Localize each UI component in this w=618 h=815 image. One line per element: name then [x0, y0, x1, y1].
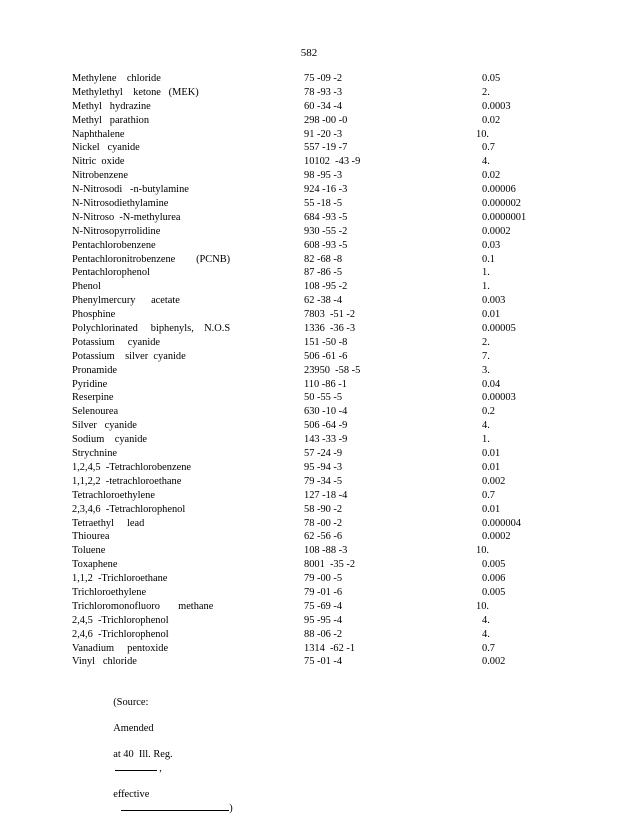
cas-number: 506 -61 -6 [304, 350, 348, 362]
table-row [72, 433, 532, 447]
chemical-name: Methyl parathion [72, 114, 150, 126]
chemical-name: Pentachlorophenol [72, 267, 150, 279]
chemical-name: 1,1,2 -Trichloroethane [72, 573, 168, 585]
chemical-name: N-Nitrosopyrrolidine [72, 225, 161, 237]
cas-number: 60 -34 -4 [304, 100, 343, 112]
chemical-name: Vanadium pentoxide [72, 642, 169, 654]
chemical-name: 1,2,4,5 -Tetrachlorobenzene [72, 461, 191, 473]
cas-number: 58 -90 -2 [304, 503, 343, 515]
concentration-value: 0.02 [482, 114, 501, 126]
concentration-value: 4. [482, 614, 490, 626]
chemical-name: Strychnine [72, 448, 118, 460]
table-row [72, 572, 532, 586]
cas-number: 924 -16 -3 [304, 184, 348, 196]
cas-number: 79 -01 -6 [304, 586, 343, 598]
concentration-value: 0.02 [482, 170, 501, 182]
cas-number: 23950 -58 -5 [304, 364, 361, 376]
concentration-value: 7. [482, 350, 490, 362]
chemical-name: N-Nitrosodi -n-butylamine [72, 184, 189, 196]
concentration-value: 0.0000001 [482, 211, 527, 223]
chemical-name: N-Nitrosodiethylamine [72, 198, 169, 210]
concentration-value: 2. [482, 336, 490, 348]
concentration-value: 0.006 [482, 573, 506, 585]
table-row [72, 280, 532, 294]
cas-number: 75 -69 -4 [304, 600, 343, 612]
table-row [72, 294, 532, 308]
chemical-name: 2,4,5 -Trichlorophenol [72, 614, 169, 626]
cas-number: 7803 -51 -2 [304, 309, 356, 321]
chemical-name: 2,4,6 -Trichlorophenol [72, 628, 169, 640]
source-open: (Source: [113, 697, 149, 708]
source-comma: , [159, 763, 162, 774]
cas-number: 1314 -62 -1 [304, 642, 356, 654]
table-row [72, 586, 532, 600]
table-row [72, 308, 532, 322]
cas-number: 630 -10 -4 [304, 406, 348, 418]
chemical-name: 2,3,4,6 -Tetrachlorophenol [72, 503, 186, 515]
chemical-name: Silver cyanide [72, 420, 137, 432]
source-register: at 40 Ill. Reg. [113, 749, 173, 760]
concentration-value: 0.04 [482, 378, 501, 390]
concentration-value: 0.00005 [482, 323, 516, 335]
source-amended: Amended [113, 723, 154, 734]
cas-number: 78 -00 -2 [304, 517, 343, 529]
table-row [72, 239, 532, 253]
concentration-value: 0.1 [482, 253, 495, 265]
concentration-value: 10. [476, 545, 489, 557]
cas-number: 88 -06 -2 [304, 628, 343, 640]
cas-number: 10102 -43 -9 [304, 156, 361, 168]
source-close: ) [229, 803, 233, 814]
chemical-name: Pentachlorobenzene [72, 239, 156, 251]
chemical-name: Thiourea [72, 531, 110, 543]
concentration-value: 0.7 [482, 489, 495, 501]
concentration-value: 0.01 [482, 461, 501, 473]
concentration-value: 10. [476, 128, 489, 140]
cas-number: 506 -64 -9 [304, 420, 348, 432]
cas-number: 684 -93 -5 [304, 211, 348, 223]
cas-number: 62 -56 -6 [304, 531, 343, 543]
table-row [72, 600, 532, 614]
cas-number: 91 -20 -3 [304, 128, 343, 140]
table-row [72, 114, 532, 128]
table-row [72, 197, 532, 211]
table-row [72, 322, 532, 336]
cas-number: 127 -18 -4 [304, 489, 348, 501]
concentration-value: 0.005 [482, 559, 506, 571]
table-row [72, 447, 532, 461]
concentration-value: 0.002 [482, 656, 506, 668]
concentration-value: 0.00006 [482, 184, 516, 196]
chemical-name: Sodium cyanide [72, 434, 148, 446]
cas-number: 55 -18 -5 [304, 198, 343, 210]
concentration-value: 1. [482, 281, 490, 293]
table-row [72, 155, 532, 169]
concentration-value: 0.0002 [482, 531, 511, 543]
table-row [72, 169, 532, 183]
table-row [72, 419, 532, 433]
table-row [72, 350, 532, 364]
register-blank [115, 761, 157, 771]
concentration-value: 0.01 [482, 448, 501, 460]
chemical-name: Selenourea [72, 406, 119, 418]
chemical-name: Vinyl chloride [72, 656, 137, 668]
table-row [72, 141, 532, 155]
table-row [72, 364, 532, 378]
cas-number: 557 -19 -7 [304, 142, 348, 154]
cas-number: 62 -38 -4 [304, 295, 343, 307]
concentration-value: 4. [482, 156, 490, 168]
table-row [72, 225, 532, 239]
concentration-value: 4. [482, 420, 490, 432]
concentration-value: 0.005 [482, 586, 506, 598]
table-row [72, 461, 532, 475]
cas-number: 110 -86 -1 [304, 378, 347, 390]
concentration-value: 0.000002 [482, 198, 521, 210]
concentration-value: 10. [476, 600, 489, 612]
chemical-name: Polychlorinated biphenyls, N.O.S [72, 323, 231, 335]
cas-number: 87 -86 -5 [304, 267, 343, 279]
table-row [72, 628, 532, 642]
cas-number: 151 -50 -8 [304, 336, 348, 348]
table-row [72, 391, 532, 405]
concentration-value: 0.00003 [482, 392, 516, 404]
cas-number: 75 -09 -2 [304, 73, 343, 84]
concentration-value: 1. [482, 434, 490, 446]
chemical-table [72, 72, 532, 669]
chemical-name: Tetraethyl lead [72, 517, 145, 529]
cas-number: 79 -00 -5 [304, 573, 343, 585]
table-row [72, 211, 532, 225]
table-row [72, 253, 532, 267]
table-row [72, 642, 532, 656]
source-effective: effective [113, 789, 150, 800]
concentration-value: 0.0003 [482, 100, 511, 112]
cas-number: 57 -24 -9 [304, 448, 343, 460]
table-row [72, 336, 532, 350]
table-row [72, 544, 532, 558]
concentration-value: 0.01 [482, 309, 501, 321]
effective-date-blank [121, 801, 229, 811]
table-row [72, 405, 532, 419]
concentration-value: 2. [482, 86, 490, 98]
concentration-value: 0.0002 [482, 225, 511, 237]
cas-number: 608 -93 -5 [304, 239, 348, 251]
cas-number: 95 -95 -4 [304, 614, 343, 626]
table-row [72, 530, 532, 544]
table-row [72, 128, 532, 142]
chemical-name: Naphthalene [72, 128, 125, 140]
chemical-name: Tetrachloroethylene [72, 489, 155, 501]
concentration-value: 0.01 [482, 503, 501, 515]
chemical-name: Toxaphene [72, 559, 118, 571]
cas-number: 298 -00 -0 [304, 114, 348, 126]
table-row [72, 100, 532, 114]
table-row [72, 378, 532, 392]
chemical-name: N-Nitroso -N-methylurea [72, 211, 181, 223]
cas-number: 930 -55 -2 [304, 225, 348, 237]
chemical-name: 1,1,2,2 -tetrachloroethane [72, 475, 182, 487]
chemical-name: Nitrobenzene [72, 170, 128, 182]
table-row [72, 517, 532, 531]
table-row [72, 655, 532, 669]
chemical-name: Methylene chloride [72, 73, 161, 84]
concentration-value: 1. [482, 267, 490, 279]
table-row [72, 266, 532, 280]
chemical-name: Nitric oxide [72, 156, 125, 168]
cas-number: 75 -01 -4 [304, 656, 343, 668]
cas-number: 82 -68 -8 [304, 253, 343, 265]
chemical-name: Trichloroethylene [72, 586, 147, 598]
concentration-value: 4. [482, 628, 490, 640]
table-row [72, 489, 532, 503]
table-row [72, 558, 532, 572]
chemical-name: Potassium cyanide [72, 336, 161, 348]
page-number: 582 [300, 47, 318, 59]
chemical-name: Methylethyl ketone (MEK) [72, 86, 199, 98]
concentration-value: 0.7 [482, 142, 495, 154]
cas-number: 143 -33 -9 [304, 434, 348, 446]
source-note [108, 683, 233, 815]
chemical-name: Methyl hydrazine [72, 100, 151, 112]
table-row [72, 614, 532, 628]
cas-number: 108 -88 -3 [304, 545, 348, 557]
chemical-name: Nickel cyanide [72, 142, 140, 154]
cas-number: 108 -95 -2 [304, 281, 348, 293]
table-row [72, 475, 532, 489]
chemical-name: Phosphine [72, 309, 116, 321]
cas-number: 78 -93 -3 [304, 86, 343, 98]
concentration-value: 0.2 [482, 406, 495, 418]
cas-number: 50 -55 -5 [304, 392, 343, 404]
concentration-value: 0.05 [482, 73, 501, 84]
cas-number: 1336 -36 -3 [304, 323, 356, 335]
cas-number: 98 -95 -3 [304, 170, 343, 182]
chemical-name: Toluene [72, 545, 106, 557]
concentration-value: 0.003 [482, 295, 506, 307]
chemical-name: Phenol [72, 281, 101, 293]
concentration-value: 0.000004 [482, 517, 521, 529]
concentration-value: 0.7 [482, 642, 495, 654]
concentration-value: 0.03 [482, 239, 501, 251]
table-row [72, 72, 532, 86]
chemical-name: Pentachloronitrobenzene (PCNB) [72, 253, 231, 265]
chemical-name: Potassium silver cyanide [72, 350, 186, 362]
chemical-name: Phenylmercury acetate [72, 295, 180, 307]
table-row [72, 503, 532, 517]
chemical-name: Pyridine [72, 378, 108, 390]
chemical-name: Reserpine [72, 392, 114, 404]
chemical-name: Trichloromonofluoro methane [72, 600, 214, 612]
concentration-value: 3. [482, 364, 490, 376]
cas-number: 79 -34 -5 [304, 475, 343, 487]
table-row [72, 183, 532, 197]
cas-number: 8001 -35 -2 [304, 559, 356, 571]
concentration-value: 0.002 [482, 475, 506, 487]
chemical-name: Pronamide [72, 364, 118, 376]
cas-number: 95 -94 -3 [304, 461, 343, 473]
table-row [72, 86, 532, 100]
